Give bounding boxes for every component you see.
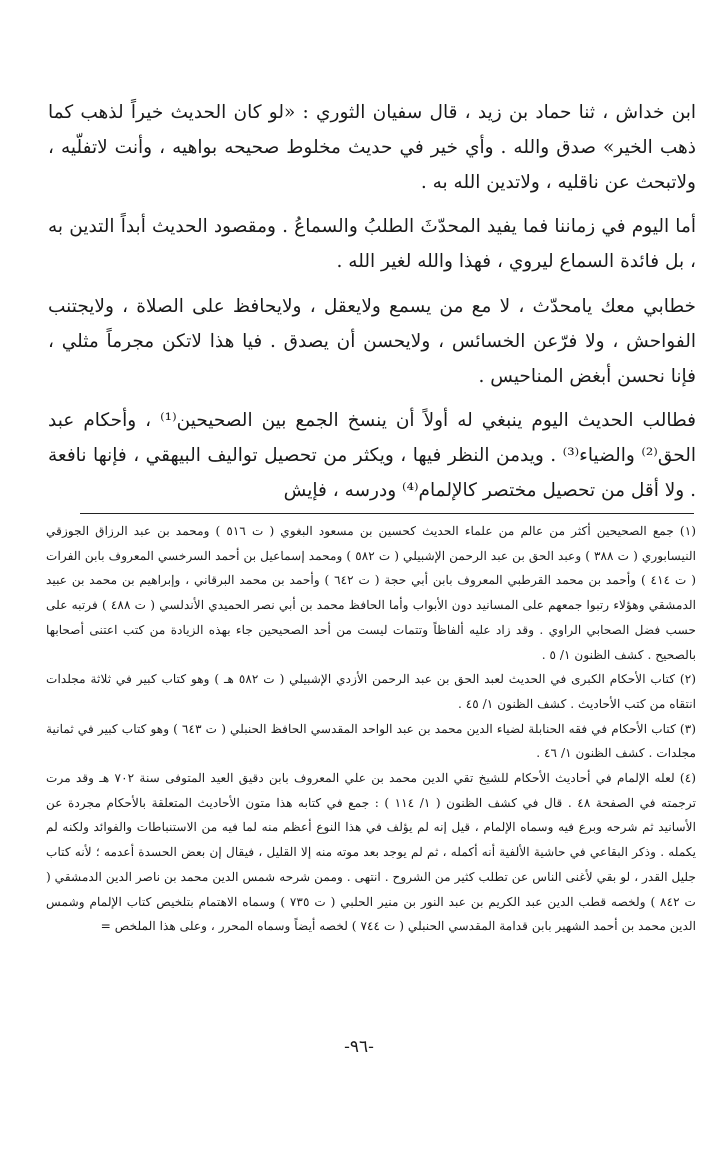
paragraph-1: ابن خداش ، ثنا حماد بن زيد ، قال سفيان الثوري : «لو كان الحديث خيراً لذهب كما ذهب الخير» صدق والله . وأي خير في حديث مخلوط صحيحه بواهيه ، وأنت لاتفلّيه ، ولاتبحث عن ناقليه ، ولاتدين الله به . [48,102,696,193]
paragraph-4: فطالب الحديث اليوم ينبغي له أولاً أن ينسخ الجمع بين الصحيحين⁽¹⁾ ، وأحكام عبد الحق⁽²⁾ والضياء⁽³⁾ . ويدمن النظر فيها ، ويكثر من تحصيل تواليف البيهقي ، فإنها نافعة . ولا أقل من تحصيل مختصر كالإلمام⁽⁴⁾ ودرسه ، فإيش [48,410,696,501]
paragraph-3: خطابي معك يامحدّث ، لا مع من يسمع ولايعقل ، ولايحافظ على الصلاة ، ولايجتنب الفواحش ، ولا فرّعن الخسائس ، ولايحسن أن يصدق . فيا هذا لاتكن مجرماً مثلي ، فإنا نحسن أبغض المناحيس . [48,295,696,387]
footnotes [46,519,696,939]
main-text [48,96,696,509]
footnote-divider [80,513,694,514]
paragraph-2: أما اليوم في زماننا فما يفيد المحدّثَ الطلبُ والسماعُ . ومقصود الحديث أبداً التدين به ، بل فائدة السماع ليروي ، فهذا والله لغير الله . [48,216,696,273]
page-number: -٩٦- [344,1037,374,1057]
footnote-1: (١) جمع الصحيحين أكثر من عالم من علماء الحديث كحسين بن مسعود البغوي ( ت ٥١٦ ) ومحمد بن عبد الرزاق الجوزقي النيسابوري ( ت ٣٨٨ ) وعبد الحق بن عبد الرحمن الإشبيلي ( ت ٥٨٢ ) ومحمد إسماعيل بن أحمد السرخسي المعروف بابن الفرات ( ت ٤١٤ ) وأحمد بن محمد القرطبي المعروف بابن أبي حجة ( ت ٦٤٢ ) وأحمد بن محمد البرقاني ، وإبراهيم بن محمد بن عبيد الدمشقي وهؤلاء رتبوا جمعهم على المسانيد دون الأبواب وأما الحافظ محمد بن أبي نصر الحميدي الأندلسي ( ت ٤٨٨ ) فرتبه على حسب فضل الصحابي الراوي . وقد زاد عليه ألفاظاً وتتمات ليست من أحد الصحيحين جاء بهذه الزيادة من كتب اعتنى أصحابها بالصحيح . كشف الظنون ١/ ٥ . [46,524,697,662]
footnote-3: (٣) كتاب الأحكام في فقه الحنابلة لضياء الدين محمد بن عبد الواحد المقدسي الحافظ الحنبلي ( ت ٦٤٣ ) وهو كتاب كبير في ثمانية مجلدات . كشف الظنون ١/ ٤٦ . [46,721,696,761]
footnote-4: (٤) لعله الإلمام في أحاديث الأحكام للشيخ تقي الدين محمد بن علي المعروف بابن دقيق العيد المتوفى سنة ٧٠٢ هـ وقد مرت ترجمته في الصفحة ٤٨ . قال في كشف الظنون ( ١/ ١١٤ ) : جمع في كتابه هذا متون الأحاديث المتعلقة بالأحكام مجردة عن الأسانيد ثم شرحه وبرع فيه وسماه الإلمام ، قيل إنه لم يؤلف في هذا النوع أعظم منه لما فيه من الاستنباطات والفوائد ولكنه لم يكمله . وذكر البقاعي في حاشية الألفية أنه أكمله ، ثم لم يوجد بعد موته منه إلا القليل ، فيقال إن بعض الحسدة أعدمه ؛ لأنه كتاب جليل القدر ، لو بقي لأغنى الناس عن تطلب كثير من الشروح . انتهى . وممن شرحه شمس الدين محمد بن ناصر الدين الدمشقي ( ت ٨٤٢ ) ولخصه قطب الدين عبد الكريم بن عبد النور بن منير الحلبي ( ت ٧٣٥ ) وسماه الاهتمام بتلخيص كتاب الإلمام وشمس الدين محمد بن أحمد الشهير بابن قدامة المقدسي الحنبلي ( ت ٧٤٤ ) لخصه أيضاً وسماه المحرر ، وعلى هذا الملخص = [46,771,697,934]
footnote-2: (٢) كتاب الأحكام الكبرى في الحديث لعبد الحق بن عبد الرحمن الأزدي الإشبيلي ( ت ٥٨٢ هـ ) وهو كتاب كبير في ثلاثة مجلدات انتقاه من كتب الأحاديث . كشف الظنون ١/ ٤٥ . [46,672,696,711]
